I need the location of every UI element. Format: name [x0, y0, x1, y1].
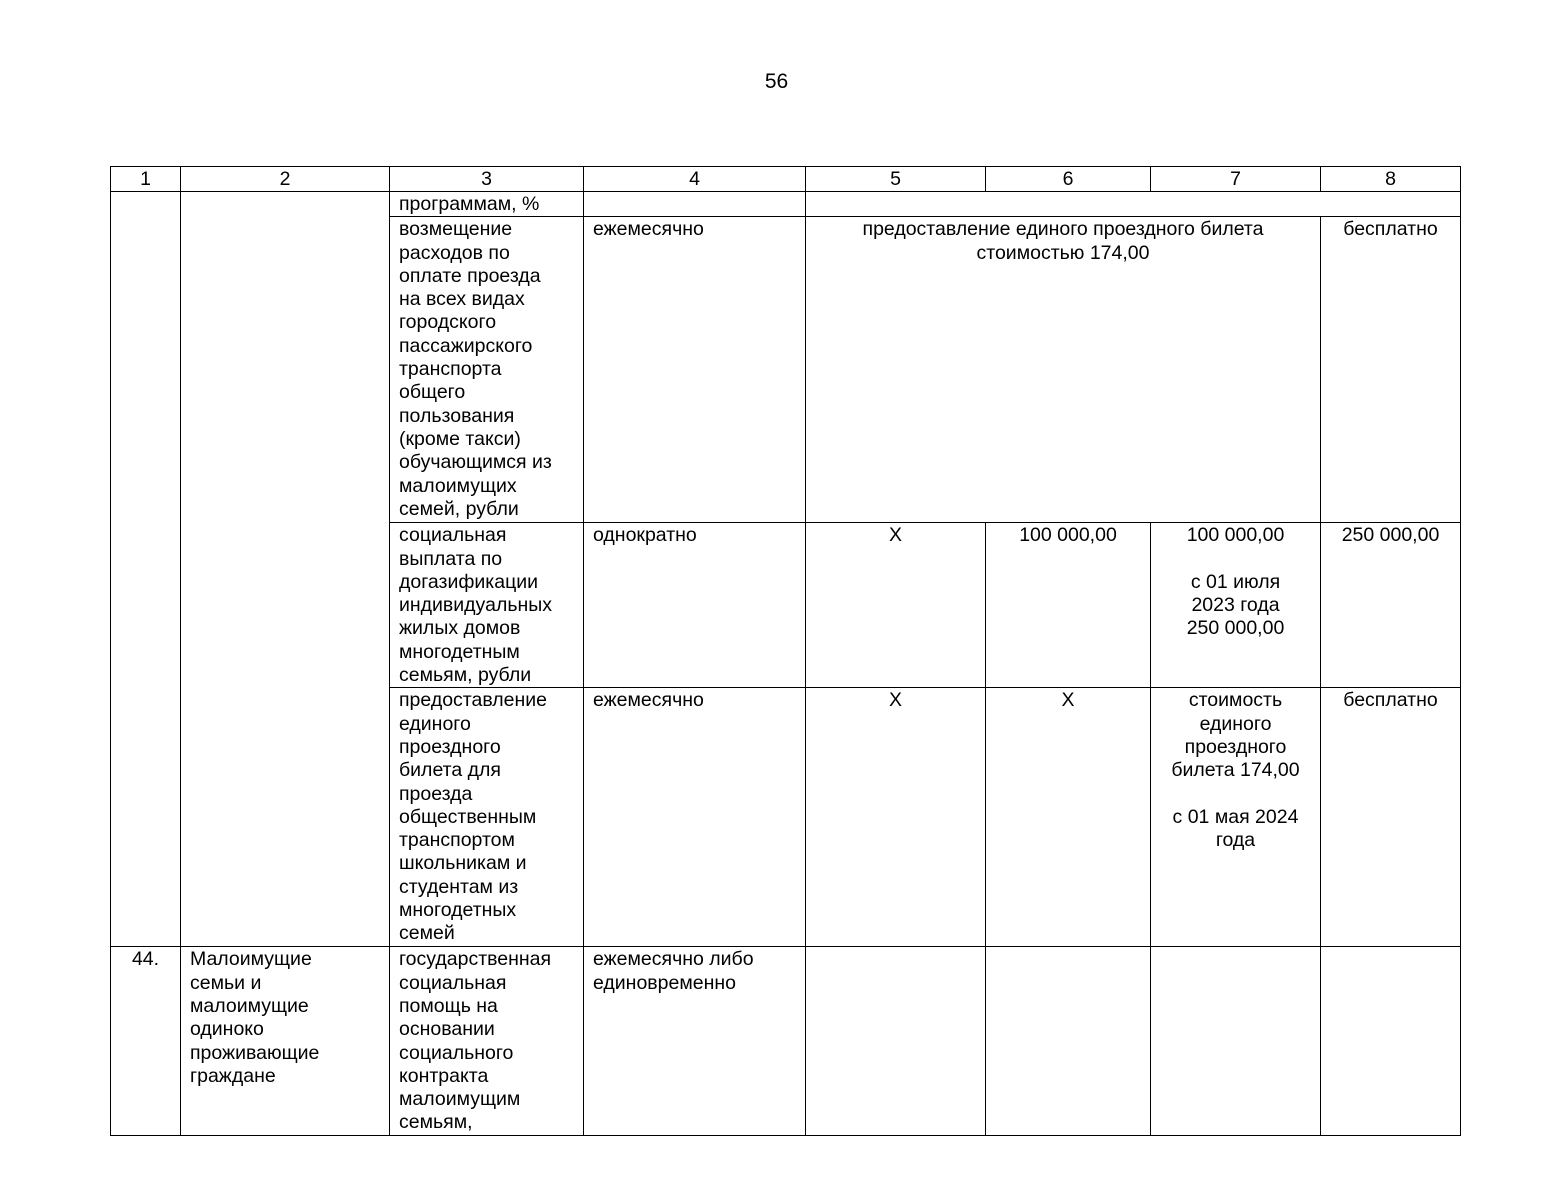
table-row [111, 947, 1461, 1136]
table-cell [111, 192, 181, 947]
table-cell: ежемесячно [584, 688, 806, 947]
table-cell: однократно [584, 523, 806, 688]
table-cell: Х [806, 523, 986, 688]
table-cell: бесплатно [1321, 217, 1461, 523]
table-cell: Х [806, 688, 986, 947]
header-cell: 6 [986, 167, 1151, 192]
header-cell: 5 [806, 167, 986, 192]
table-cell: Малоимущие семьи и малоимущие одиноко проживающие граждане [181, 947, 390, 1136]
benefits-table [110, 166, 1461, 1136]
table-cell [1151, 947, 1321, 1136]
table-cell: программам, % [390, 192, 584, 217]
table-cell: стоимость единого проездного билета 174,00 с 01 мая 2024 года [1151, 688, 1321, 947]
header-row [111, 167, 1461, 192]
table-cell: государственная социальная помощь на основании социального контракта малоимущим семьям, [390, 947, 584, 1136]
table-cell: ежемесячно либо единовременно [584, 947, 806, 1136]
header-cell: 7 [1151, 167, 1321, 192]
header-cell: 1 [111, 167, 181, 192]
table-cell: 100 000,00 с 01 июля 2023 года 250 000,00 [1151, 523, 1321, 688]
table-cell: ежемесячно [584, 217, 806, 523]
table-cell [806, 947, 986, 1136]
header-cell: 3 [390, 167, 584, 192]
table-cell: предоставление единого проездного билета стоимостью 174,00 [806, 217, 1321, 523]
table-cell [806, 192, 1461, 217]
table-cell: социальная выплата по догазификации индивидуальных жилых домов многодетным семьям, рубли [390, 523, 584, 688]
table-cell [986, 947, 1151, 1136]
table-cell: предоставление единого проездного билета для проезда общественным транспортом школьникам и студентам из многодетных семей [390, 688, 584, 947]
table-cell: 44. [111, 947, 181, 1136]
table-cell: бесплатно [1321, 688, 1461, 947]
header-cell: 2 [181, 167, 390, 192]
table-cell: Х [986, 688, 1151, 947]
header-cell: 4 [584, 167, 806, 192]
table-row [111, 192, 1461, 217]
page-number: 56 [764, 70, 789, 93]
header-cell: 8 [1321, 167, 1461, 192]
table-cell [1321, 947, 1461, 1136]
table-cell [584, 192, 806, 217]
table-cell: возмещение расходов по оплате проезда на всех видах городского пассажирского транспорта общего пользования (кроме такси) обучающимся из малоимущих семей, рубли [390, 217, 584, 523]
table-cell: 250 000,00 [1321, 523, 1461, 688]
table-cell: 100 000,00 [986, 523, 1151, 688]
table-cell [181, 192, 390, 947]
